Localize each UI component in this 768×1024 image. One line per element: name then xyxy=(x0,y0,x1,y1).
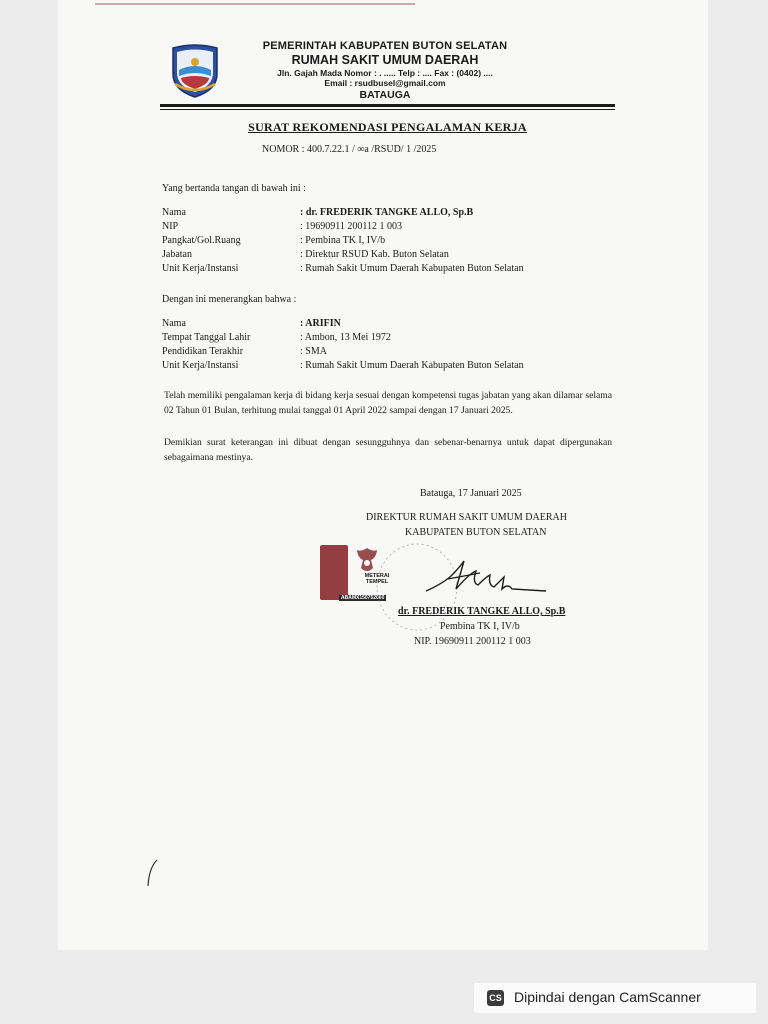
camscanner-label: Dipindai dengan CamScanner xyxy=(514,989,701,1005)
field-label: Unit Kerja/Instansi xyxy=(162,263,239,274)
signer-row-position xyxy=(162,249,449,260)
signer-rank: Pembina TK I, IV/b xyxy=(440,621,520,632)
field-value: : ARIFIN xyxy=(300,318,341,329)
letter-title: SURAT REKOMENDASI PENGALAMAN KERJA xyxy=(248,120,527,134)
signer-row-name xyxy=(162,207,473,218)
field-label: NIP xyxy=(162,221,179,232)
body-paragraph-2: Demikian surat keterangan ini dibuat dengan sesungguhnya dan sebenar-benarnya untuk dapat dipergunakan sebagaimana mestinya. xyxy=(164,437,612,463)
subject-row-name xyxy=(162,318,341,329)
meterai-label: METERAI TEMPEL xyxy=(364,573,390,585)
field-label: Nama xyxy=(162,207,186,218)
field-label: Jabatan xyxy=(162,249,192,260)
field-label: Tempat Tanggal Lahir xyxy=(162,332,251,343)
field-value: : dr. FREDERIK TANGKE ALLO, Sp.B xyxy=(300,207,474,218)
signer-nip: NIP. 19690911 200112 1 003 xyxy=(414,636,531,647)
subject-row-birth xyxy=(162,332,391,343)
intro-text: Yang bertanda tangan di bawah ini : xyxy=(162,183,306,194)
subject-row-education xyxy=(162,346,327,357)
field-value: : Rumah Sakit Umum Daerah Kabupaten Buton Selatan xyxy=(300,263,524,274)
signer-name: dr. FREDERIK TANGKE ALLO, Sp.B xyxy=(398,606,566,617)
letterhead-hospital: RUMAH SAKIT UMUM DAERAH xyxy=(291,53,479,67)
field-value: : SMA xyxy=(300,346,327,357)
field-value: : Ambon, 13 Mei 1972 xyxy=(300,332,391,343)
subject-intro-text: Dengan ini menerangkan bahwa : xyxy=(162,294,297,305)
revenue-stamp xyxy=(320,545,348,600)
subject-row-unit xyxy=(162,360,524,371)
letterhead xyxy=(235,40,535,101)
top-edge-line xyxy=(95,3,415,5)
field-value: : Pembina TK I, IV/b xyxy=(300,235,386,246)
letterhead-rule-thick xyxy=(160,104,615,107)
regency-logo-icon xyxy=(165,40,225,100)
letter-number: NOMOR : 400.7.22.1 / ∞a /RSUD/ 1 /2025 xyxy=(262,144,437,155)
letterhead-email: Email : rsudbusel@gmail.com xyxy=(324,78,446,88)
letterhead-rule-thin xyxy=(160,109,615,110)
signer-position-line2: KABUPATEN BUTON SELATAN xyxy=(405,527,547,538)
body-paragraph-1: Telah memiliki pengalaman kerja di bidang kerja sesuai dengan kompetensi tugas jabatan yang akan dilamar selama 02 Tahun 01 Bulan, terhitung mulai tanggal 01 April 2022 sampai dengan 17 Januari 2025. xyxy=(164,390,612,416)
letterhead-government: PEMERINTAH KABUPATEN BUTON SELATAN xyxy=(262,40,508,52)
field-label: Nama xyxy=(162,318,186,329)
stray-pen-mark xyxy=(145,858,161,888)
meterai-serial: ABAMX150752060 xyxy=(341,595,385,601)
field-label: Pendidikan Terakhir xyxy=(162,346,244,357)
signer-row-nip xyxy=(162,221,402,232)
signer-row-rank xyxy=(162,235,385,246)
field-value: : 19690911 200112 1 003 xyxy=(300,221,403,232)
field-label: Pangkat/Gol.Ruang xyxy=(162,235,241,246)
signer-row-unit xyxy=(162,263,524,274)
document-page xyxy=(58,0,708,950)
field-value: : Rumah Sakit Umum Daerah Kabupaten Buton Selatan xyxy=(300,360,524,371)
letterhead-address: Jln. Gajah Mada Nomor : . ..... Telp : .... Fax : (0402) .... xyxy=(277,68,493,78)
camscanner-logo-icon: CS xyxy=(487,990,504,1006)
field-value: : Direktur RSUD Kab. Buton Selatan xyxy=(300,249,449,260)
signer-position-line1: DIREKTUR RUMAH SAKIT UMUM DAERAH xyxy=(366,512,567,523)
place-date: Batauga, 17 Januari 2025 xyxy=(420,488,522,499)
handwritten-signature xyxy=(420,555,550,605)
letterhead-city: BATAUGA xyxy=(359,89,411,101)
camscanner-watermark xyxy=(474,983,756,1013)
field-label: Unit Kerja/Instansi xyxy=(162,360,239,371)
